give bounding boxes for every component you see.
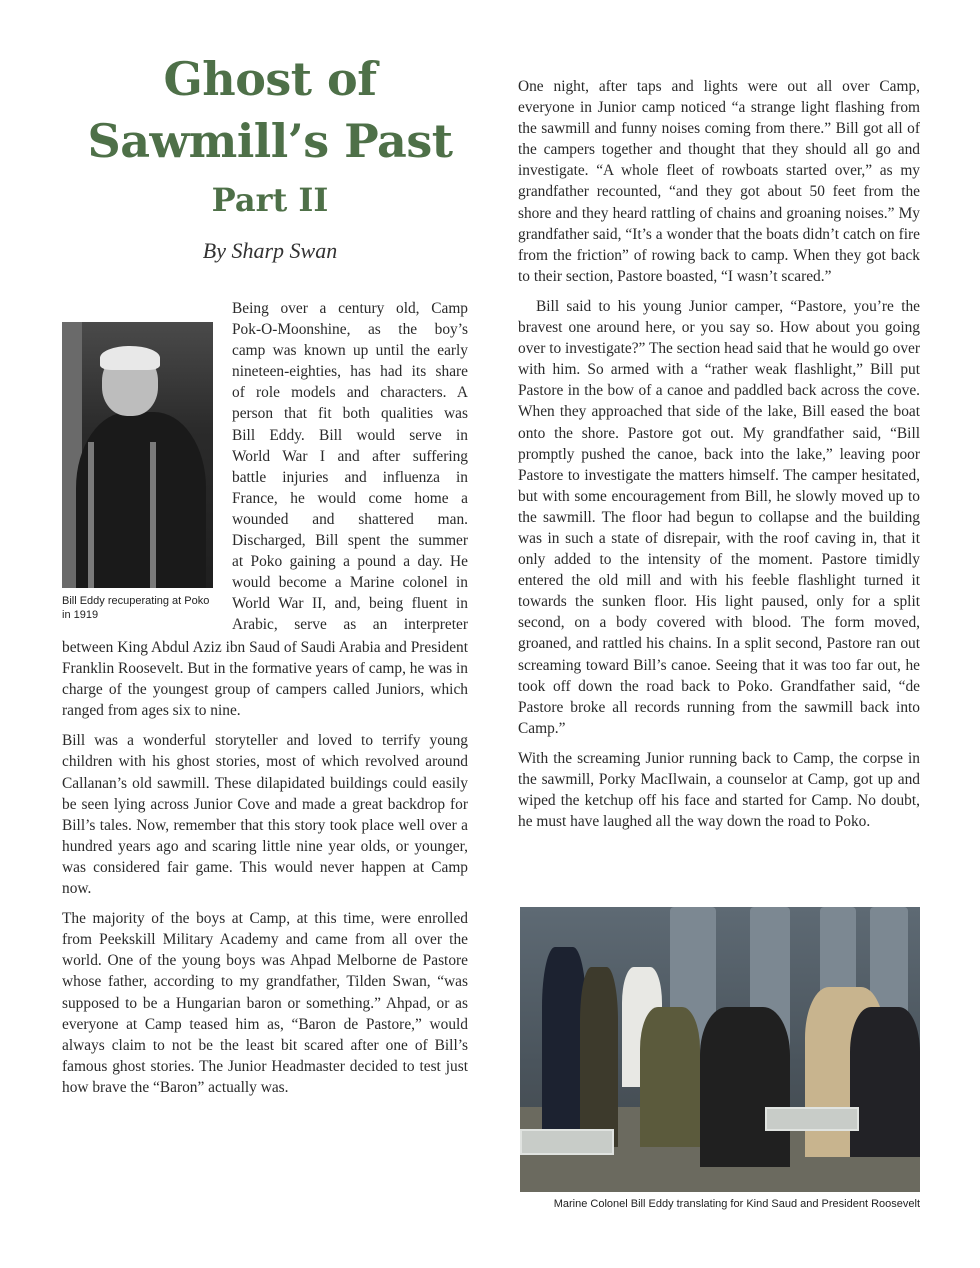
wrap-line: nineteen-eighties, has had its share <box>232 363 468 381</box>
wrap-line: Arabic, serve as an interpreter <box>232 616 468 634</box>
paragraph: between King Abdul Aziz ibn Saud of Saudi Arabia and President Franklin Roosevelt. But in the formative years of camp, he was in charge of the youngest group of campers called Juniors, which ranged from ages six to nine. <box>62 639 468 720</box>
wrap-line: camp was known up until the early <box>232 342 468 360</box>
wrap-line: at Poko gaining a pound a day. He <box>232 553 468 571</box>
intro-wrapped-text <box>232 298 468 636</box>
photo-caption-bill-eddy: Bill Eddy recuperating at Poko in 1919 <box>62 595 210 621</box>
paragraph: Bill was a wonderful storyteller and loved to terrify young children with his ghost stories, most of which revolved around Callanan’s old sawmill. These dilapidated buildings could easily be seen lying across Junior Cove and made a great backdrop for Bill’s tales. Now, remember that this story took place well over a hundred years ago and scaring little nine year olds, or younger, was considered fair game. This would never happen at Camp now. <box>62 732 468 898</box>
article-title <box>60 48 480 220</box>
wrap-line: person that fit both qualities was <box>232 405 468 423</box>
paragraph: With the screaming Junior running back to Camp, the corpse in the sawmill, Porky MacIlwain, a counselor at Camp, got up and wiped the ketchup off his face and started for Camp. No doubt, he must have laughed all the way down the road to Poko. <box>518 749 920 831</box>
wrap-line: would become a Marine colonel in <box>232 574 468 592</box>
wrap-line: wounded and shattered man. <box>232 510 468 528</box>
left-column-body <box>62 637 468 1107</box>
paragraph: Bill said to his young Junior camper, “Pastore, you’re the bravest one around here, or you say so. How about you going over to investigate?” The section head said that he would go over with him. So armed with a “rather weak flashlight,” Bill put Pastore in the bow of a canoe and paddled back across the cove. When they approached that side of the lake, Bill eased the boat onto the shore. Pastore got out. My grandfather said, “Bill promptly pushed the canoe, back into the lake,” leaving poor Pastore to investigate the matters himself. The camper hesitated, but with some encouragement from Bill, he slowly moved up to the sawmill. The floor had begun to collapse and the building was in such a state of disrepair, with the roof caving in, that it only added to the intensity of the moment. Pastore timidly entered the old mill and with his feeble flashlight turned it towards the sunken floor. His light paused, only for a split second, on a body covered with blood. The form moved, groaned, and rattled his chains. In a split second, Pastore ran out screaming toward Bill’s canoe. Seeing that it was too far out, he took off down the road back to Poko. Grandfather said, “de Pastore broke all records running from the sawmill back into Camp.” <box>518 297 920 737</box>
title-line-2: Sawmill’s Past <box>87 114 453 168</box>
photo-bill-eddy <box>62 322 213 588</box>
wrap-line: Discharged, Bill spent the summer <box>232 532 468 550</box>
wrap-line: World War II, and, being fluent in <box>232 595 468 613</box>
photo-caption-saud-roosevelt: Marine Colonel Bill Eddy translating for Kind Saud and President Roosevelt <box>553 1198 920 1210</box>
wrap-line: Being over a century old, Camp <box>232 300 468 317</box>
wrap-line: battle injuries and influenza in <box>232 468 468 486</box>
paragraph: One night, after taps and lights were out all over Camp, everyone in Junior camp noticed “a strange light flashing from the sawmill and funny noises coming from there.” Bill got all of the campers together and thought that they should all go and investigate. “A whole fleet of rowboats started over,” as my grandfather recounted, “and they got about 50 feet from the shore and they heard rattling of chains and groaning noises.” My grandfather said, “It’s a wonder that the boats didn’t catch on fire from the friction” of rowing back to camp. When they got back to their section, Pastore boasted, “I wasn’t scared.” <box>518 78 920 285</box>
wrap-line: France, he would come home a <box>232 489 468 507</box>
byline: By Sharp Swan <box>202 238 338 263</box>
wrap-line: of role models and characters. A <box>232 384 468 402</box>
wrap-line: World War I and after suffering <box>232 447 468 465</box>
wrap-line: Pok-O-Moonshine, as the boy’s <box>232 321 468 339</box>
right-column-body <box>518 76 920 841</box>
wrap-line: Bill Eddy. Bill would serve in <box>232 426 468 444</box>
title-line-1: Ghost of <box>163 52 377 106</box>
subtitle: Part II <box>211 181 329 219</box>
paragraph: The majority of the boys at Camp, at this time, were enrolled from Peekskill Military Academy and came from all over the world. One of the young boys was Ahpad Melborne de Pastore whose father, according to my grandfather, Tilden Swan, “was supposed to be a Hungarian baron or something.” Ahpad, or as everyone at Camp teased him as, “Baron de Pastore,” would always claim to not be the least bit scared after one of Bill’s famous ghost stories. The Junior Headmaster decided to test just how brave the “Baron” actually was. <box>62 910 468 1096</box>
photo-eddy-saud-roosevelt <box>520 907 920 1192</box>
